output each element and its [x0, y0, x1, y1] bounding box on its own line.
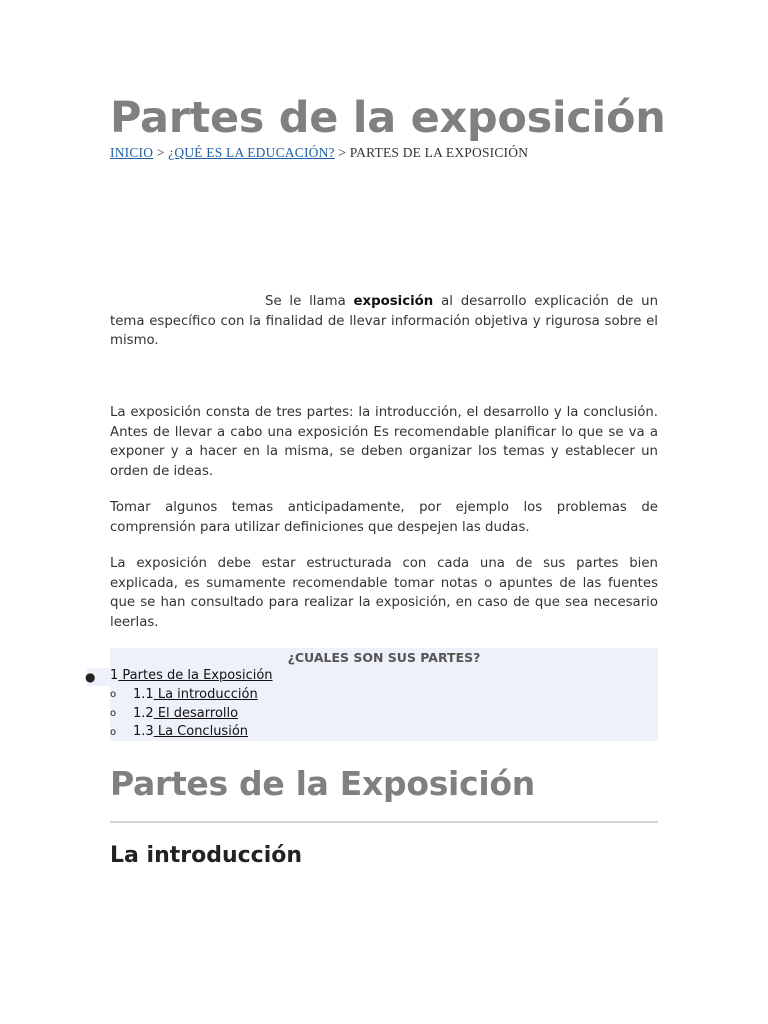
page-title: Partes de la exposición: [110, 93, 666, 143]
toc-item-partes[interactable]: [110, 667, 273, 685]
breadcrumb: [110, 145, 528, 161]
toc-item-desarrollo[interactable]: [133, 705, 238, 723]
bullet-circle-icon: o: [110, 727, 117, 738]
subsection-heading: La introducción: [110, 843, 303, 868]
toc-item-number: 1.3: [133, 724, 154, 739]
body-paragraph: Tomar algunos temas anticipadamente, por ejemplo los problemas de comprensión para utilizar definiciones que despejen las dudas.: [110, 500, 658, 535]
intro-rest: al desarrollo explicación de un tema específico con la finalidad de llevar información objetiva y rigurosa sobre el mismo.: [110, 294, 658, 349]
section-divider: [110, 821, 658, 823]
intro-lead: Se le llama: [265, 294, 354, 309]
toc-item-link[interactable]: El desarrollo: [153, 706, 239, 721]
toc-item-link[interactable]: La Conclusión: [153, 724, 249, 739]
body-paragraph: La exposición debe estar estructurada con cada una de sus partes bien explicada, es sumamente recomendable tomar notas o apuntes de las fuentes que se han consultado para realizar la exposición, en caso de que sea necesario leerlas.: [110, 556, 658, 630]
intro-term: exposición: [353, 294, 434, 309]
breadcrumb-home-link[interactable]: INICIO: [110, 145, 154, 160]
breadcrumb-separator: >: [334, 145, 350, 160]
table-of-contents: [110, 648, 658, 741]
section-heading: Partes de la Exposición: [110, 764, 535, 803]
bullet-circle-icon: o: [110, 689, 117, 700]
breadcrumb-separator: >: [153, 145, 169, 160]
toc-heading: ¿CUALES SON SUS PARTES?: [287, 650, 481, 665]
intro-paragraph: [110, 292, 658, 351]
breadcrumb-current: PARTES DE LA EXPOSICIÓN: [349, 145, 529, 160]
toc-item-number: 1: [110, 668, 119, 683]
breadcrumb-category-link[interactable]: ¿QUÉ ES LA EDUCACIÓN?: [168, 145, 335, 160]
toc-item-link[interactable]: Partes de la Exposición: [118, 668, 273, 683]
toc-item-introduccion[interactable]: [133, 686, 258, 704]
toc-item-conclusion[interactable]: [133, 723, 248, 741]
body-paragraph: La exposición consta de tres partes: la introducción, el desarrollo y la conclusión. Antes de llevar a cabo una exposición Es recomendable planificar lo que se va a exponer y a hacer en la misma, se deben organizar los temas y establecer un orden de ideas.: [110, 405, 658, 479]
toc-item-number: 1.2: [133, 706, 154, 721]
toc-item-number: 1.1: [133, 687, 154, 702]
bullet-circle-icon: o: [110, 708, 117, 719]
toc-item-link[interactable]: La introducción: [153, 687, 258, 702]
bullet-disc-icon: ●: [85, 670, 96, 684]
